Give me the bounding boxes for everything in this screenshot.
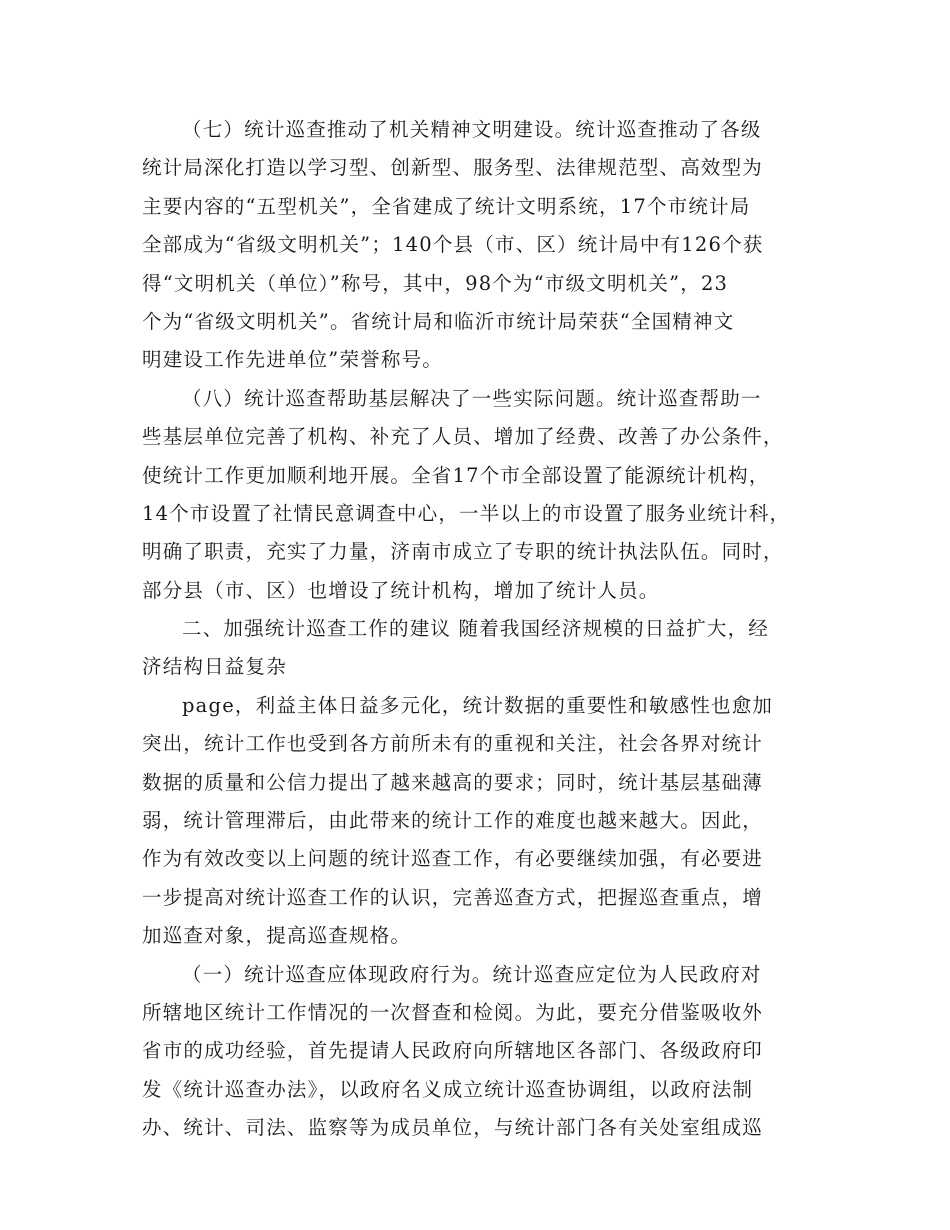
text-line: 得“文明机关（单位）”称号，其中，98个为“市级文明机关”，23 [142,271,729,295]
text-line: 明建设工作先进单位”荣誉称号。 [142,348,443,372]
text-line: 14个市设置了社情民意调查中心，一半以上的市设置了服务业统计科， [142,501,791,525]
text-line: 二、加强统计巡查工作的建议 随着我国经济规模的日益扩大，经 [182,617,769,641]
text-line: 些基层单位完善了机构、补充了人员、增加了经费、改善了办公条件， [142,425,784,449]
text-line: 加巡查对象，提高巡查规格。 [142,924,412,948]
text-line: 省市的成功经验，首先提请人民政府向所辖地区各部门、各级政府印 [142,1039,764,1063]
text-line: （七）统计巡查推动了机关精神文明建设。统计巡查推动了各级 [182,118,762,141]
text-line: 主要内容的“五型机关”，全省建成了统计文明系统，17个市统计局 [142,194,751,218]
text-line: 个为“省级文明机关”。省统计局和临沂市统计局荣获“全国精神文 [142,309,735,333]
text-line: 弱，统计管理滞后，由此带来的统计工作的难度也越来越大。因此， [142,809,764,833]
text-line: 发《统计巡查办法》，以政府名义成立统计巡查协调组，以政府法制 [142,1077,754,1101]
text-line: 使统计工作更加顺利地开展。全省17个市全部设置了能源统计机构， [142,463,770,487]
text-line: （一）统计巡查应体现政府行为。统计巡查应定位为人民政府对 [182,962,762,986]
text-line: 明确了职责，充实了力量，济南市成立了专职的统计执法队伍。同时， [142,540,784,564]
text-line: 办、统计、司法、监察等为成员单位，与统计部门各有关处室组成巡 [142,1116,764,1140]
text-line: 全部成为“省级文明机关”；140个县（市、区）统计局中有126个获 [142,233,764,257]
document-body [142,111,810,1148]
text-line: 突出，统计工作也受到各方前所未有的重视和关注，社会各界对统计 [142,732,764,756]
text-line: 部分县（市、区）也增设了统计机构，增加了统计人员。 [142,578,660,602]
text-line: 统计局深化打造以学习型、创新型、服务型、法律规范型、高效型为 [142,156,764,180]
text-line: 济结构日益复杂 [142,655,287,679]
text-line: 所辖地区统计工作情况的一次督查和检阅。为此，要充分借鉴吸收外 [142,1000,764,1024]
text-line: （八）统计巡查帮助基层解决了一些实际问题。统计巡查帮助一 [182,386,762,410]
text-line: page，利益主体日益多元化，统计数据的重要性和敏感性也愈加 [182,693,774,717]
text-line: 数据的质量和公信力提出了越来越高的要求；同时，统计基层基础薄 [142,770,764,794]
text-line: 作为有效改变以上问题的统计巡查工作，有必要继续加强，有必要进 [142,847,764,871]
text-line: 一步提高对统计巡查工作的认识，完善巡查方式，把握巡查重点，增 [142,885,764,909]
